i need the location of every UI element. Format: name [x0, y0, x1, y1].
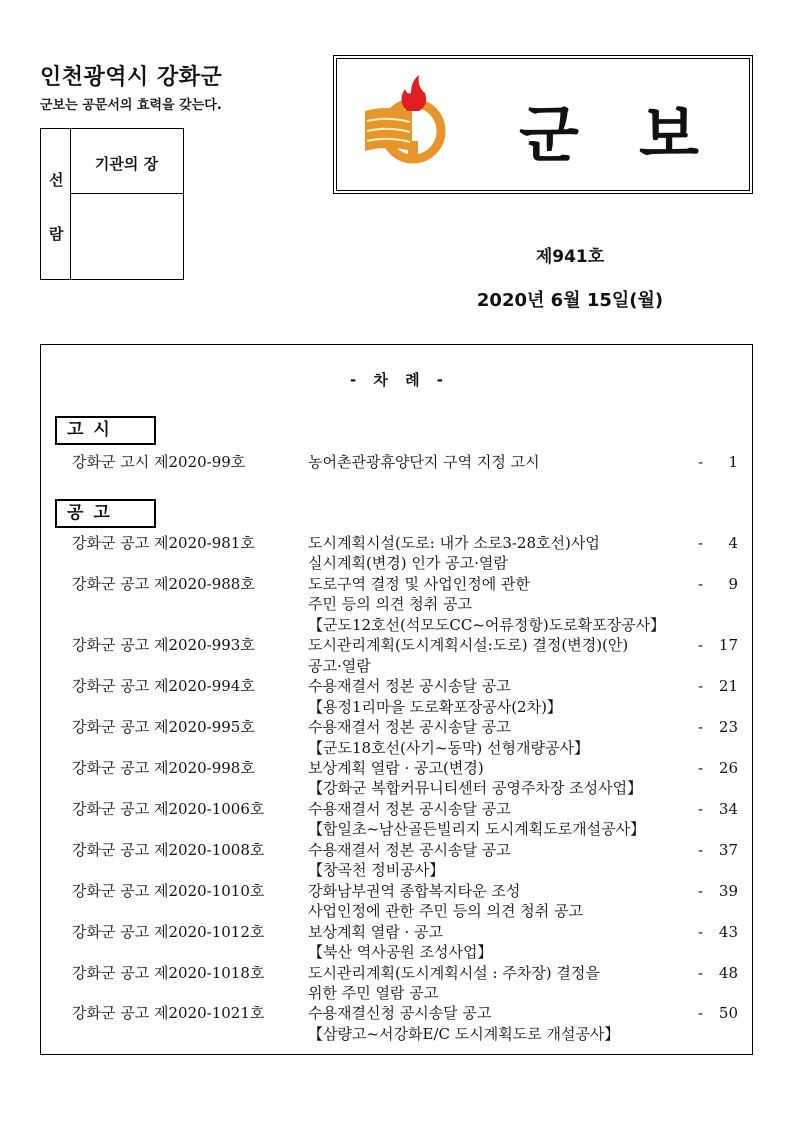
subtitle: 군보는 공문서의 효력을 갖는다. [40, 98, 222, 113]
entry-page: 23 [718, 718, 738, 737]
entry-dash: - [698, 799, 704, 818]
entry-title-line: 보상계획 열람 · 공고 [308, 922, 443, 941]
title-box [333, 55, 753, 194]
entry-dash: - [698, 963, 704, 982]
entry-title-line: 주민 등의 의견 청취 공고 [308, 595, 472, 614]
entry-dash: - [698, 718, 704, 737]
entry-title-line: 농어촌관광휴양단지 구역 지정 고시 [308, 453, 540, 471]
entry-code: 강화군 공고 제2020-1010호 [72, 881, 265, 900]
entry-dash: - [698, 840, 704, 859]
entry-page: 39 [718, 881, 738, 900]
entry-code: 강화군 공고 제2020-994호 [72, 677, 255, 696]
toc-entry[interactable] [41, 922, 752, 963]
entry-code: 강화군 공고 제2020-981호 [72, 534, 255, 552]
entry-title-line: 실시계획(변경) 인가 공고·열람 [308, 554, 508, 573]
entry-dash: - [698, 881, 704, 900]
entry-code: 강화군 공고 제2020-988호 [72, 574, 255, 593]
entry-title-line: 【용정1리마을 도로확포장공사(2차)】 [308, 697, 562, 716]
issue-date: 2020년 6월 15일(월) [476, 290, 664, 311]
entry-code: 강화군 공고 제2020-1021호 [72, 1004, 265, 1023]
toc-entry[interactable] [41, 758, 752, 799]
toc-entry[interactable] [41, 717, 752, 758]
entry-title-line: 수용재결서 정본 공시송달 공고 [308, 718, 511, 737]
entry-code: 강화군 공고 제2020-1018호 [72, 963, 265, 982]
entry-title-line: 보상계획 열람 · 공고(변경) [308, 758, 484, 777]
entry-page: 43 [718, 922, 738, 941]
county-emblem-icon [357, 71, 457, 171]
approval-header: 기관의 장 [94, 155, 159, 173]
entry-page: 1 [728, 453, 738, 471]
toc-entry[interactable] [41, 1003, 752, 1044]
table-of-contents [40, 344, 753, 1055]
entry-title-line: 【합일초~남산골든빌리지 도시계획도로개설공사】 [308, 820, 646, 839]
entry-dash: - [698, 922, 704, 941]
entry-code: 강화군 공고 제2020-1012호 [72, 922, 265, 941]
entry-title-line: 도시관리계획(도시계획시설:도로) 결정(변경)(안) [308, 636, 629, 655]
entry-title-line: 【군도18호선(사기~동막) 선형개량공사】 [308, 738, 589, 757]
section-label-announcement: 공 고 [55, 499, 156, 528]
entry-page: 26 [718, 758, 738, 777]
entry-title-line: 【창곡천 정비공사】 [308, 861, 445, 880]
entry-title-line: 수용재결신청 공시송달 공고 [308, 1004, 492, 1023]
notice-entries [41, 452, 752, 472]
toc-entry[interactable] [41, 533, 752, 574]
entry-title-line: 위한 주민 열람 공고 [308, 983, 439, 1002]
section-label-notice: 고 시 [55, 416, 156, 445]
entry-page: 17 [718, 636, 738, 655]
entry-page: 48 [718, 963, 738, 982]
entry-page: 21 [718, 677, 738, 696]
announcement-entries [41, 533, 752, 1044]
toc-entry[interactable] [41, 963, 752, 1004]
entry-page: 34 [718, 799, 738, 818]
entry-page: 37 [718, 840, 738, 859]
entry-title-line: 【군도12호선(석모도CC~어류정항)도로확포장공사】 [308, 615, 666, 634]
entry-title-line: 수용재결서 정본 공시송달 공고 [308, 799, 511, 818]
entry-title-line: 사업인정에 관한 주민 등의 의견 청취 공고 [308, 902, 583, 921]
entry-title-line: 강화남부권역 종합복지타운 조성 [308, 881, 521, 900]
entry-page: 9 [728, 574, 738, 593]
organization-name: 인천광역시 강화군 [40, 65, 223, 90]
title-char-1: 군 [519, 98, 579, 171]
toc-heading: - 차 례 - [349, 371, 444, 389]
approval-label-2: 람 [49, 225, 64, 243]
entry-dash: - [698, 453, 704, 471]
title-char-2: 보 [639, 98, 699, 171]
entry-title-line: 공고·열람 [308, 656, 371, 675]
entry-dash: - [698, 677, 704, 696]
toc-entry[interactable] [41, 881, 752, 922]
entry-title-line: 도로구역 결정 및 사업인정에 관한 [308, 574, 530, 593]
approval-label-1: 선 [49, 171, 64, 189]
entry-dash: - [698, 1004, 704, 1023]
entry-page: 50 [718, 1004, 738, 1023]
entry-dash: - [698, 574, 704, 593]
entry-title-line: 수용재결서 정본 공시송달 공고 [308, 677, 511, 696]
entry-title-line: 【삼량고~서강화E/C 도시계획도로 개설공사】 [308, 1024, 620, 1043]
toc-entry[interactable] [41, 635, 752, 676]
entry-code: 강화군 공고 제2020-998호 [72, 758, 255, 777]
entry-code: 강화군 공고 제2020-993호 [72, 636, 255, 655]
approval-box [40, 128, 184, 280]
entry-code: 강화군 고시 제2020-99호 [72, 453, 246, 471]
entry-title-line: 도시계획시설(도로: 내가 소로3-28호선)사업 [308, 534, 600, 552]
toc-entry[interactable] [41, 840, 752, 881]
entry-title-line: 수용재결서 정본 공시송달 공고 [308, 840, 511, 859]
entry-page: 4 [728, 534, 738, 552]
toc-entry[interactable] [41, 574, 752, 635]
toc-entry[interactable] [41, 676, 752, 717]
entry-code: 강화군 공고 제2020-1008호 [72, 840, 265, 859]
entry-dash: - [698, 636, 704, 655]
issue-number: 제941호 [535, 247, 605, 267]
toc-entry[interactable] [41, 452, 752, 472]
entry-dash: - [698, 534, 704, 552]
entry-title-line: 【북산 역사공원 조성사업】 [308, 943, 493, 962]
entry-dash: - [698, 758, 704, 777]
entry-code: 강화군 공고 제2020-995호 [72, 718, 255, 737]
entry-title-line: 도시관리계획(도시계획시설 : 주차장) 결정을 [308, 963, 600, 982]
toc-entry[interactable] [41, 799, 752, 840]
entry-code: 강화군 공고 제2020-1006호 [72, 799, 265, 818]
entry-title-line: 【강화군 복합커뮤니티센터 공영주차장 조성사업】 [308, 779, 643, 798]
